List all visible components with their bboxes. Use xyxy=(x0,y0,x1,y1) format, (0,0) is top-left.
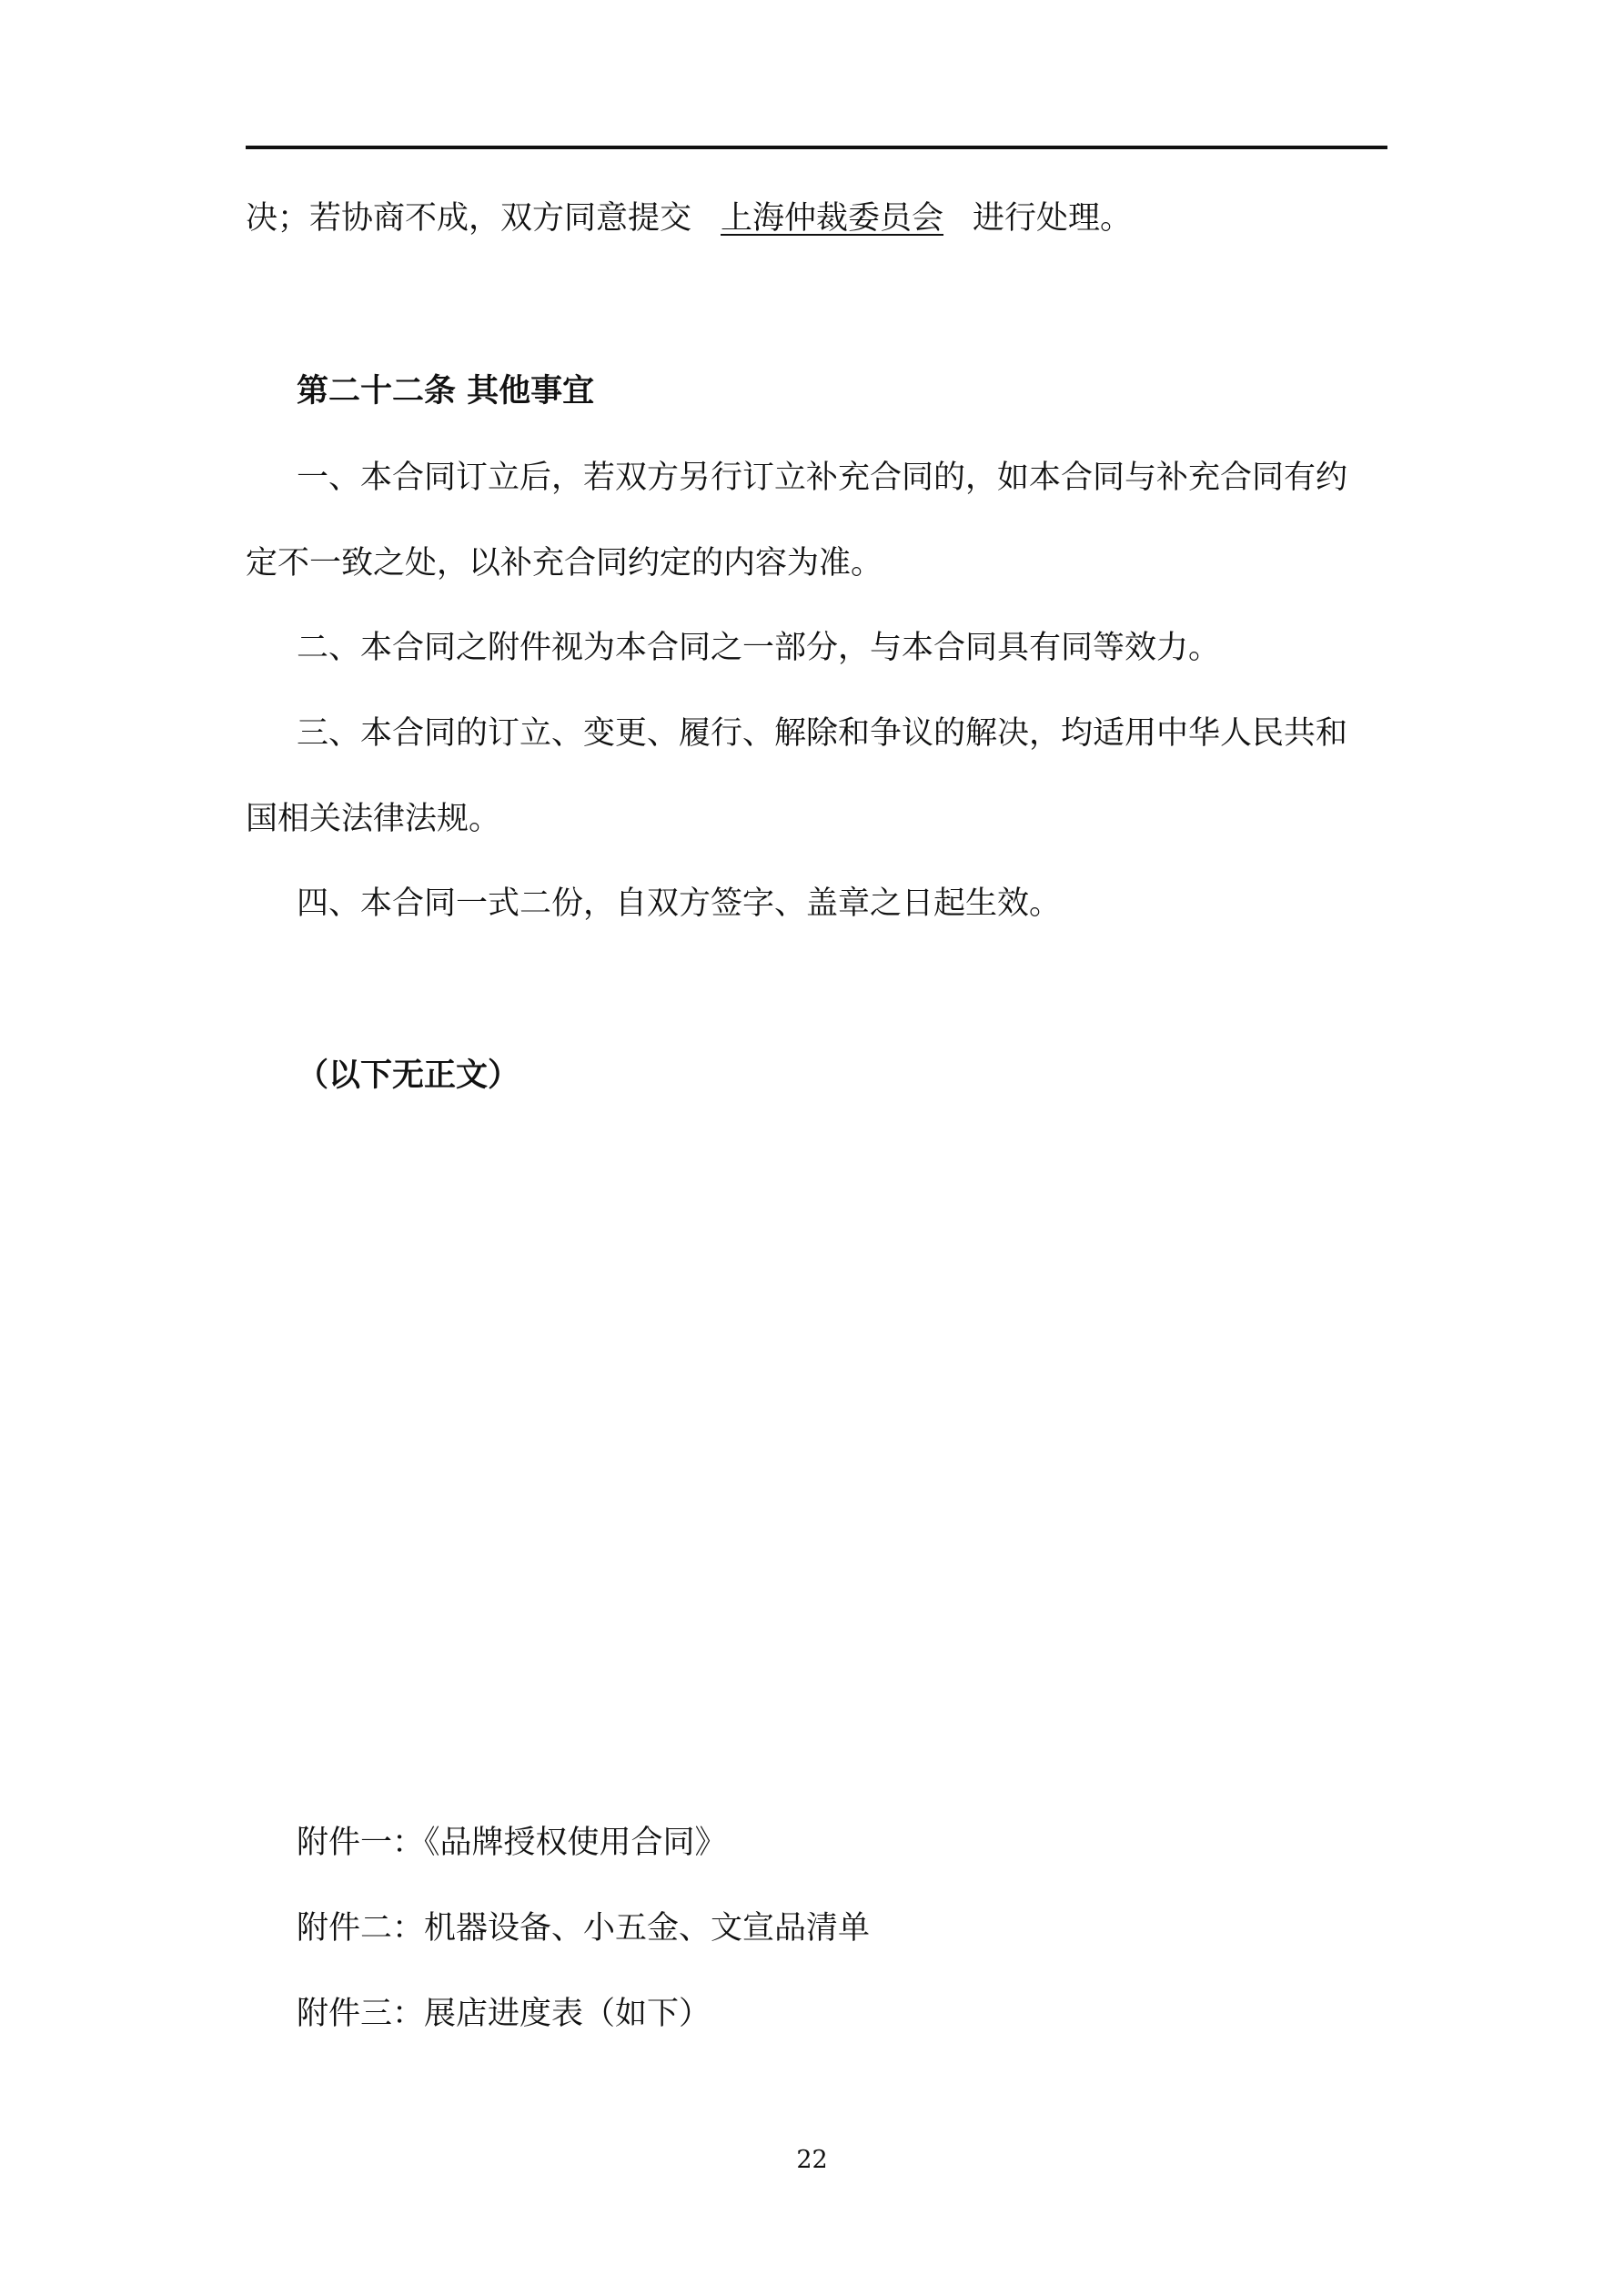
attachment-3: 附件三：展店进度表（如下） xyxy=(297,1996,711,2032)
clause-1-line-1: 一、本合同订立后，若双方另行订立补充合同的，如本合同与补充合同有约 xyxy=(297,460,1348,496)
clause-2: 二、本合同之附件视为本合同之一部分，与本合同具有同等效力。 xyxy=(297,630,1221,666)
attachment-2: 附件二：机器设备、小五金、文宣品清单 xyxy=(297,1910,871,1947)
clause-1-line-2: 定不一致之处，以补充合同约定的内容为准。 xyxy=(246,545,883,582)
end-note: （以下无正文） xyxy=(297,1057,520,1094)
clause-3-line-2: 国相关法律法规。 xyxy=(246,801,501,837)
section-heading: 第二十二条 其他事宜 xyxy=(297,372,595,410)
header-rule xyxy=(246,146,1387,149)
page-number: 22 xyxy=(796,2146,828,2174)
arbitration-body-underlined xyxy=(691,200,973,237)
continuation-text-after: 进行处理。 xyxy=(973,200,1133,237)
continuation-paragraph xyxy=(246,198,1387,238)
clause-4: 四、本合同一式二份，自双方签字、盖章之日起生效。 xyxy=(297,885,1062,922)
continuation-text-before: 决；若协商不成，双方同意提交 xyxy=(246,200,692,237)
attachment-1: 附件一：《品牌授权使用合同》 xyxy=(297,1825,727,1861)
clause-3-line-1: 三、本合同的订立、变更、履行、解除和争议的解决，均适用中华人民共和 xyxy=(297,715,1348,752)
arbitration-body-name: 上海仲裁委员会 xyxy=(721,200,944,237)
